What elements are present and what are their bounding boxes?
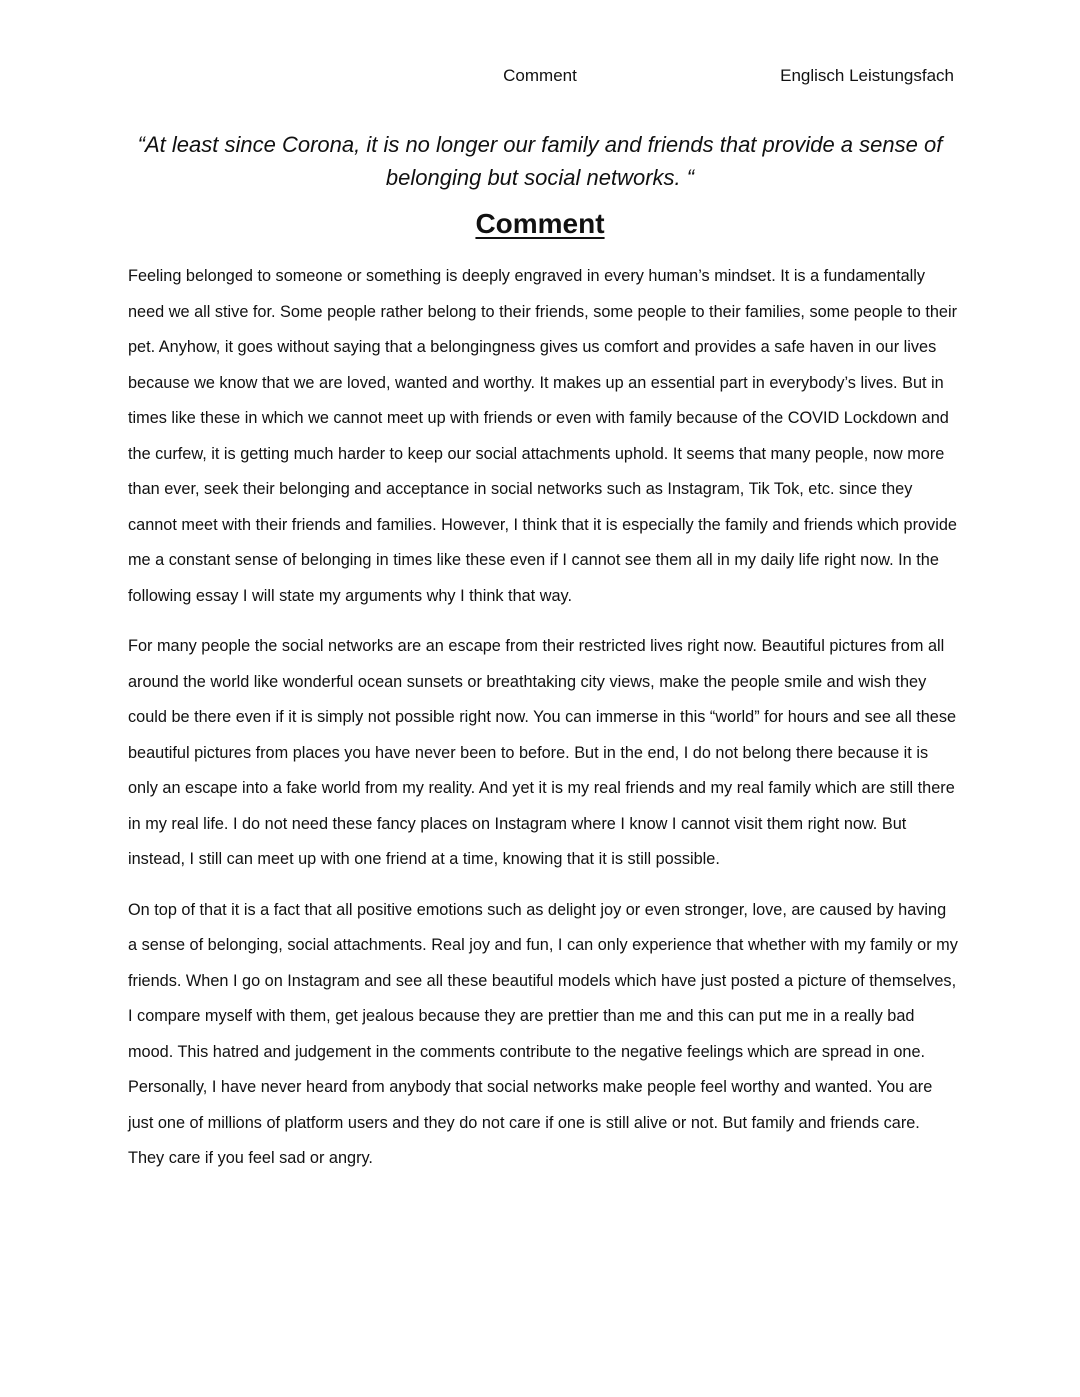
- essay-prompt-quote: “At least since Corona, it is no longer our family and friends that provide a sense of belonging but social networks. “: [137, 132, 943, 190]
- paragraph-argument-escape: For many people the social networks are an escape from their restricted lives right now. Beautiful pictures from all around the world like wonderful ocean sunsets or breathtaking city views, make the people smile and wish they could be there even if it is simply not possible right now. You can immerse in this “world” for hours and see all these beautiful pictures from places you have never been to before. But in the end, I do not belong there because it is only an escape into a fake world from my reality. And yet it is my real friends and my real family which are still there in my real life. I do not need these fancy places on Instagram where I know I cannot visit them right now. But instead, I still can meet up with one friend at a time, knowing that it is still possible.: [128, 637, 957, 868]
- essay-body: [128, 259, 958, 1192]
- header-title: Comment: [503, 66, 577, 85]
- essay-title: Comment: [475, 208, 605, 239]
- page-header: [0, 66, 1080, 90]
- paragraph-introduction: Feeling belonged to someone or something is deeply engraved in every human’s mindset. It is a fundamentally need we all stive for. Some people rather belong to their friends, some people to their families, some people to their pet. Anyhow, it goes without saying that a belongingness gives us comfort and provides a safe haven in our lives because we know that we are loved, wanted and worthy. It makes up an essential part in everybody’s lives. But in times like these in which we cannot meet up with friends or even with family because of the COVID Lockdown and the curfew, it is getting much harder to keep our social attachments uphold. It seems that many people, now more than ever, seek their belonging and acceptance in social networks such as Instagram, Tik Tok, etc. since they cannot meet with their friends and families. However, I think that it is especially the family and friends which provide me a constant sense of belonging in times like these even if I cannot see them all in my daily life right now. In the following essay I will state my arguments why I think that way.: [128, 267, 957, 605]
- header-subject: Englisch Leistungsfach: [780, 66, 954, 85]
- paragraph-argument-emotions: On top of that it is a fact that all positive emotions such as delight joy or even stronger, love, are caused by having a sense of belonging, social attachments. Real joy and fun, I can only experience that whether with my family or my friends. When I go on Instagram and see all these beautiful models which have just posted a picture of themselves, I compare myself with them, get jealous because they are prettier than me and this can put me in a really bad mood. This hatred and judgement in the comments contribute to the negative feelings which are spread in one. Personally, I have never heard from anybody that social networks make people feel worthy and wanted. You are just one of millions of platform users and they do not care if one is still alive or not. But family and friends care. They care if you feel sad or angry.: [128, 900, 958, 1167]
